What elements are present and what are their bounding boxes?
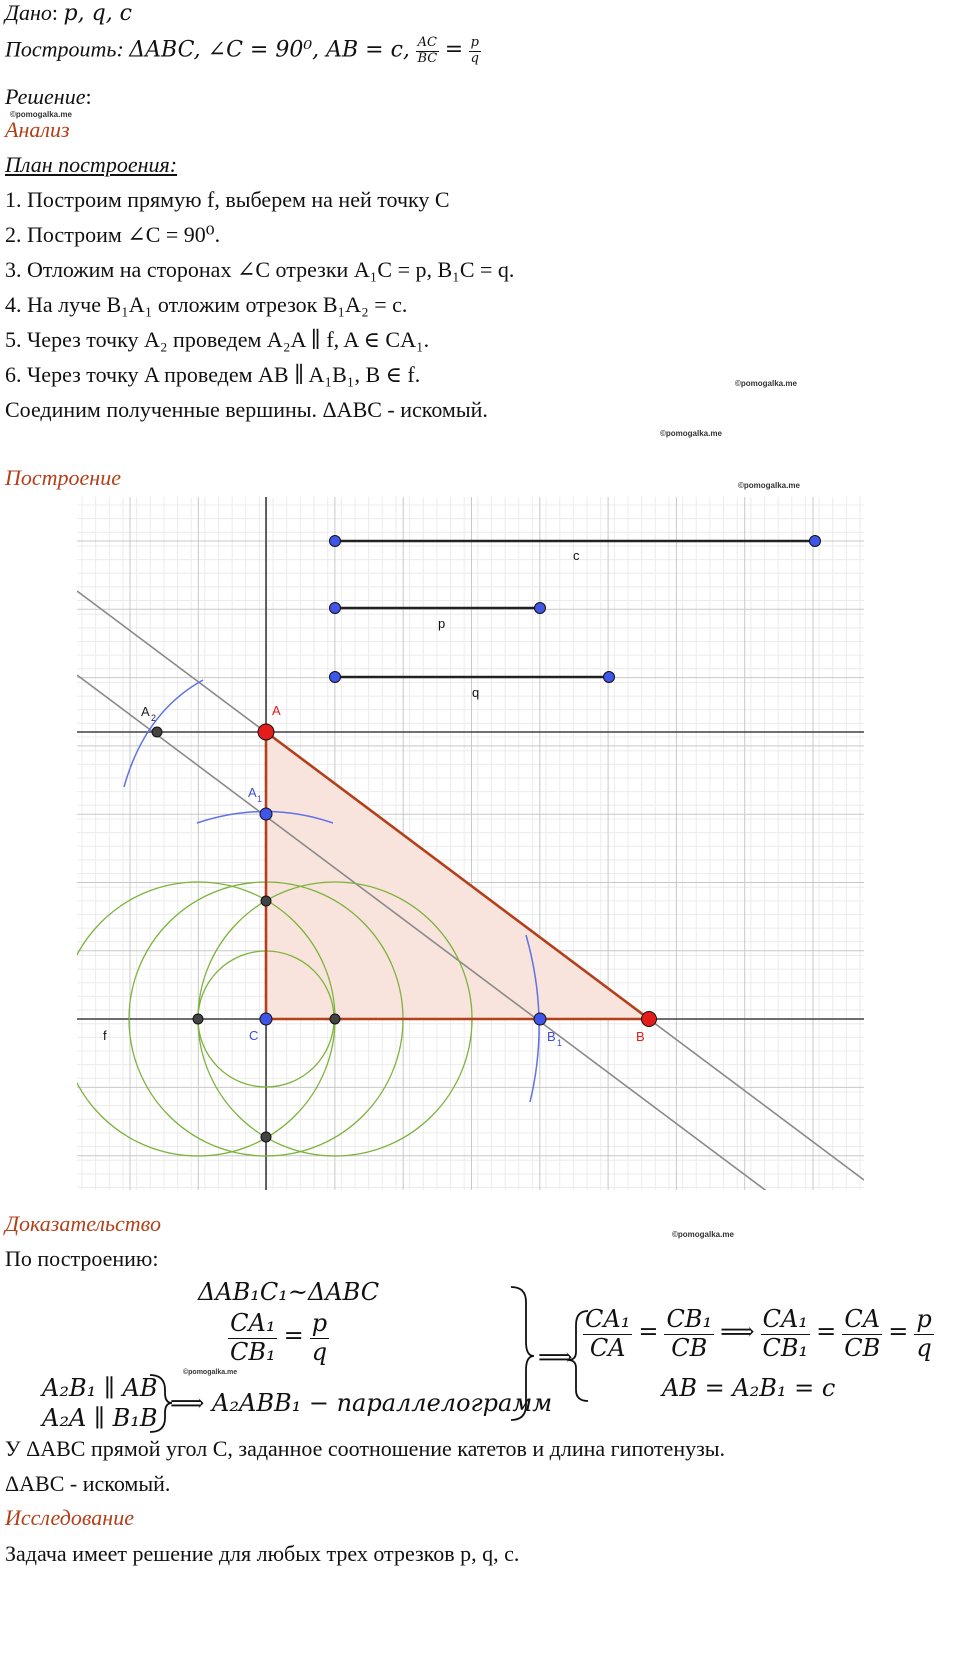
construct-value: ΔABC, ∠C = 90⁰, AB = c,	[129, 37, 410, 63]
step-3: 3. Отложим на сторонах ∠C отрезки A₁C = p, B₁C = q.	[5, 257, 515, 282]
proof-ratio-line: $\frac{\text{CA₁}}{\text{CB₁}}$ = $\frac{p}{q}$	[230, 1309, 328, 1366]
given-value: p, q, c	[63, 1, 133, 26]
watermark: ©pomogalka.me	[735, 379, 797, 388]
label-a2: A	[141, 704, 150, 719]
plan-heading: План построения:	[5, 152, 178, 177]
label-a2-sub: 2	[151, 713, 157, 723]
proof-conclusion-1: У ΔABC прямой угол C, заданное соотношение катетов и длина гипотенузы.	[5, 1436, 726, 1461]
watermark: ©pomogalka.me	[738, 481, 800, 490]
watermark: ©pomogalka.me	[183, 1369, 238, 1376]
step-6: 6. Через точку A проведем AB ∥ A₁B₁, B ∈ f.	[5, 362, 421, 387]
parallel-1: A₂B₁ ∥ AB	[42, 1374, 158, 1402]
step-1: 1. Построим прямую f, выберем на ней точку C	[5, 187, 450, 212]
label-f: f	[103, 1028, 107, 1043]
label-b1-sub: 1	[557, 1038, 563, 1048]
watermark: ©pomogalka.me	[10, 110, 72, 119]
watermark: ©pomogalka.me	[660, 429, 722, 438]
construct-label: Построить:	[5, 36, 124, 62]
label-b: B	[636, 1029, 645, 1044]
step-4: 4. На луче B₁A₁ отложим отрезок B₁A₂ = c.	[5, 292, 408, 317]
construct-line: Построить: ΔABC, ∠C = 90⁰, AB = c, $\frac{AC}{BC}$ = $\frac{p}{q}$	[5, 35, 479, 66]
analysis-heading: Анализ	[5, 117, 70, 142]
research-heading: Исследование	[5, 1505, 134, 1530]
label-c-point: C	[249, 1028, 259, 1043]
given-line: Дано: p, q, c	[5, 0, 133, 26]
label-a: A	[272, 703, 281, 718]
label-c: c	[573, 548, 580, 563]
label-b1: B	[547, 1029, 556, 1044]
result-ratios: $\frac{\text{CA₁}}{CA}$ = $\frac{\text{CB₁}}{CB}$ ⟹ $\frac{\text{CA₁}}{\text{CB₁}}$ = $\frac{CA}{CB}$ = $\frac{p}{q}$	[585, 1305, 932, 1362]
ratio-left: $\frac{AC}{BC}$	[417, 35, 438, 66]
proof-intro: По построению:	[5, 1246, 159, 1271]
hypotenuse-equality: AB = A₂B₁ = c	[662, 1374, 836, 1402]
parallel-2: A₂A ∥ B₁B	[42, 1404, 158, 1432]
label-a1-sub: 1	[257, 794, 263, 804]
step-5: 5. Через точку A₂ проведем A₂A ∥ f, A ∈ CA₁.	[5, 327, 430, 352]
parallelogram-result: ⟹ A₂ABB₁ − параллелограмм	[170, 1389, 553, 1417]
research-text: Задача имеет решение для любых трех отрезков p, q, c.	[5, 1541, 520, 1566]
proof-conclusion-2: ΔABC - искомый.	[5, 1471, 171, 1496]
label-p: p	[438, 616, 446, 631]
step-conclusion: Соединим полученные вершины. ΔABC - искомый.	[5, 397, 488, 422]
proof-heading: Доказательство	[5, 1211, 161, 1236]
construction-heading: Построение	[5, 465, 121, 490]
label-a1: A	[248, 785, 257, 800]
implies-arrow: ⟹	[538, 1343, 573, 1371]
solution-heading: Решение:	[5, 84, 92, 109]
proof-similarity: ΔAB₁C₁~ΔABC	[198, 1278, 380, 1306]
label-q: q	[472, 685, 480, 700]
step-2: 2. Построим ∠C = 90⁰.	[5, 222, 221, 247]
given-label: Дано	[5, 0, 52, 25]
watermark: ©pomogalka.me	[672, 1230, 734, 1239]
ratio-right: $\frac{p}{q}$	[470, 35, 479, 66]
